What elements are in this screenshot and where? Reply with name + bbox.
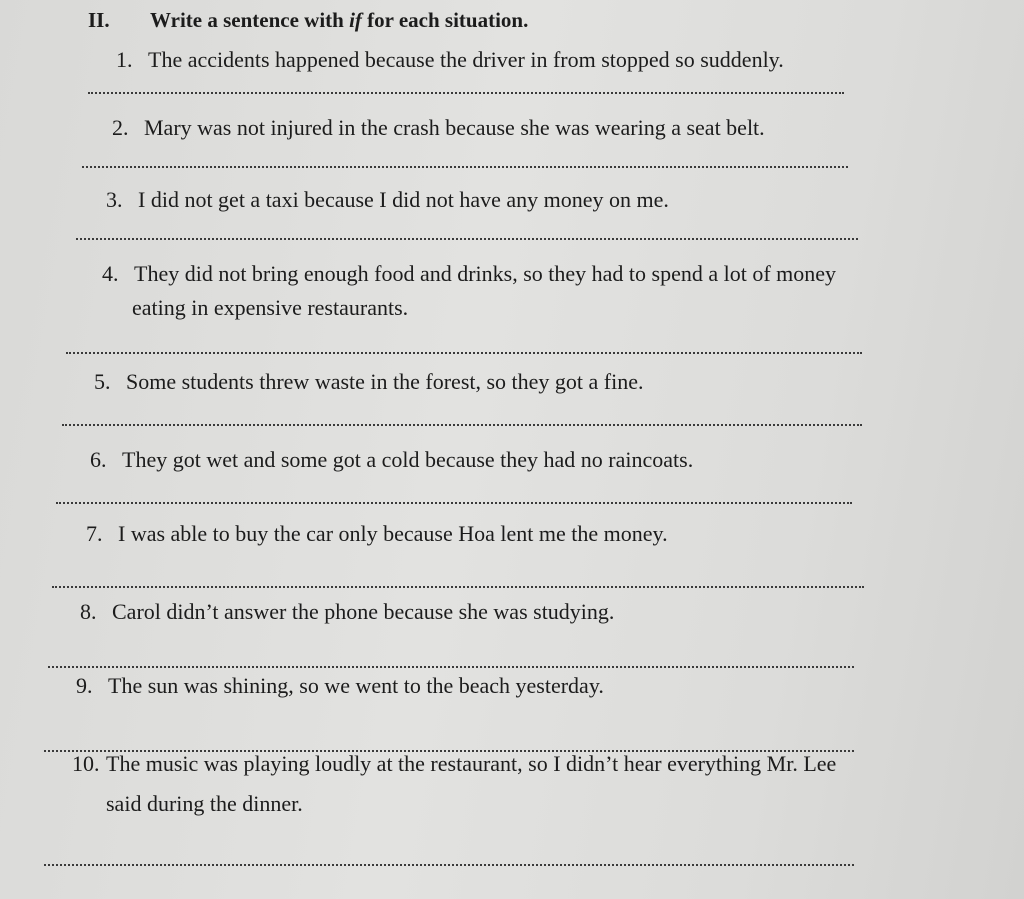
item-number: 5. — [94, 369, 111, 394]
exercise-item-10-continuation: said during the dinner. — [106, 791, 303, 816]
answer-line-5[interactable] — [62, 424, 862, 426]
item-text: Mary was not injured in the crash because she was wearing a seat belt. — [144, 115, 765, 140]
exercise-item-9 — [76, 670, 604, 702]
item-text: Carol didn’t answer the phone because she was studying. — [112, 599, 615, 624]
exercise-item-4 — [102, 258, 836, 290]
item-text: I did not get a taxi because I did not have any money on me. — [138, 187, 669, 212]
item-number: 3. — [106, 187, 123, 212]
answer-line-10[interactable] — [44, 864, 854, 866]
section-number: II. — [88, 8, 110, 32]
answer-line-7[interactable] — [52, 586, 864, 588]
exercise-item-2 — [112, 112, 765, 144]
answer-line-3[interactable] — [76, 238, 858, 240]
item-number: 7. — [86, 521, 103, 546]
item-number: 6. — [90, 447, 107, 472]
heading-text-before: Write a sentence with — [150, 8, 350, 32]
heading-text-after: for each situation. — [361, 8, 529, 32]
heading-if-word: if — [349, 8, 362, 32]
exercise-item-3 — [106, 184, 669, 216]
answer-line-8[interactable] — [48, 666, 854, 668]
item-number: 8. — [80, 599, 97, 624]
item-number: 10. — [72, 751, 100, 776]
exercise-item-7 — [86, 518, 668, 550]
item-text: I was able to buy the car only because Hoa lent me the money. — [118, 521, 668, 546]
exercise-item-6 — [90, 444, 693, 476]
item-number: 9. — [76, 673, 93, 698]
exercise-item-4-continuation: eating in expensive restaurants. — [132, 295, 409, 320]
exercise-item-8 — [80, 596, 614, 628]
item-text: The accidents happened because the driver in from stopped so suddenly. — [148, 47, 784, 72]
item-number: 1. — [116, 47, 133, 72]
exercise-item-5 — [94, 366, 644, 398]
answer-line-1[interactable] — [88, 92, 844, 94]
item-number: 2. — [112, 115, 129, 140]
item-text: The music was playing loudly at the restaurant, so I didn’t hear everything Mr. Lee — [106, 751, 837, 776]
item-text: Some students threw waste in the forest, so they got a fine. — [126, 369, 644, 394]
item-text: The sun was shining, so we went to the beach yesterday. — [108, 673, 604, 698]
exercise-item-10 — [72, 748, 836, 780]
answer-line-6[interactable] — [56, 502, 852, 504]
answer-line-4[interactable] — [66, 352, 862, 354]
item-number: 4. — [102, 261, 119, 286]
exercise-item-1 — [116, 44, 784, 76]
answer-line-2[interactable] — [82, 166, 848, 168]
item-text: They did not bring enough food and drinks, so they had to spend a lot of money — [134, 261, 837, 286]
item-text: They got wet and some got a cold because they had no raincoats. — [122, 447, 694, 472]
section-heading — [88, 8, 528, 33]
